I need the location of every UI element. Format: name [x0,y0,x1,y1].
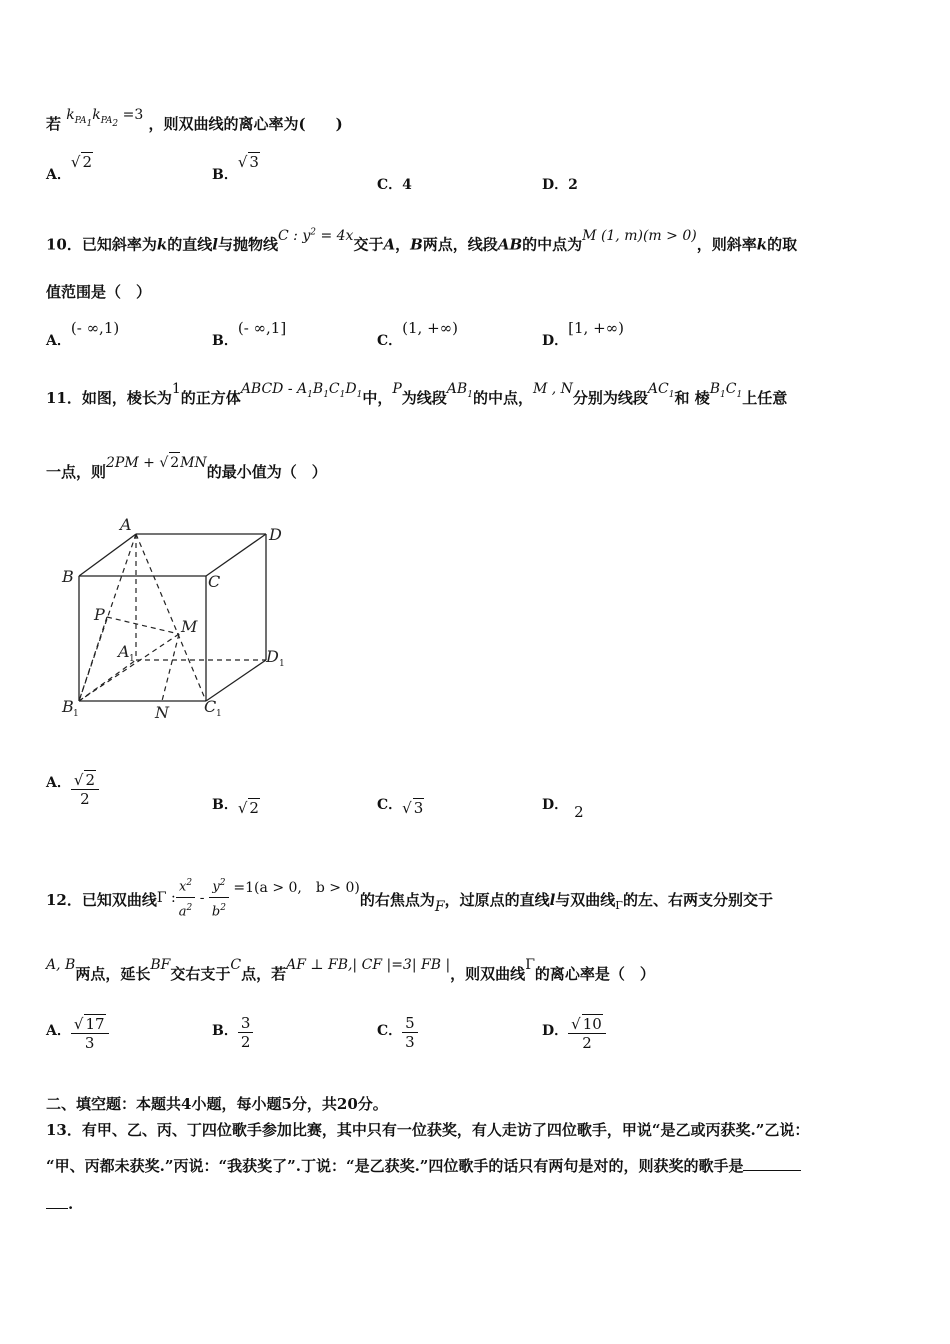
q11-stem-line1: 11．如图，棱长为1的正方体ABCD - $A_1B_1C_1D_1$中，P为线段$AB_1$的中点，M , N分别为线段$AC_1$和 棱$B_1C_1$上任意 [46,381,788,407]
q13-line1: 13．有甲、乙、丙、丁四位歌手参加比赛，其中只有一位获奖，有人走访了四位歌手，甲说“是乙或丙获奖.”乙说： [46,1121,810,1139]
label-b1: B [62,697,74,716]
q11-option-b: B．√ 2 [212,797,259,817]
q13-line2: “甲、丙都未获奖.”丙说：“我获奖了”.丁说：“是乙获奖.”四位歌手的话只有两句是对的，则获奖的歌手是 [46,1156,801,1176]
q11-option-d: D． 2 [542,797,584,821]
label-d: D [269,525,282,544]
q12-stem-line1: 12．已知双曲线Γ : $\frac{x^2}{a^2}$ - $\frac{y^2}{b^2}$ =1(a > 0, b > 0)的右焦点为F，过原点的直线l与双曲线$_\Gamma$的左、右两支分别交于 [46,876,773,926]
svg-text:1: 1 [279,659,285,669]
q10-stem-line1: 10．已知斜率为k的直线l与抛物线C : $y^2 = 4x$交于A，B两点，线段AB的中点为M (1, m)(m > 0)，则斜率k的取 [46,227,798,254]
svg-text:1: 1 [129,654,135,664]
q9-option-b: B．√ 3 [212,153,259,183]
q12-condition: AF ⊥ FB,| CF |=3| FB | [286,957,451,973]
label-c1: C [204,697,217,716]
q11-cube: ABCD - $A_1B_1C_1D_1$ [240,381,363,400]
q10-option-b: B．(- ∞,1] [212,319,287,349]
q10-option-d: D．[1, +∞) [542,319,624,349]
answer-blank[interactable] [743,1170,801,1171]
q11-stem-line2: 一点，则2PM + √ 2MN的最小值为（ ） [46,462,327,483]
q12-stem-line2: A, B两点，延长BF交右支于C点，若AF ⊥ FB,| CF |=3| FB |，则双曲线Γ的离心率是（ ） [46,957,655,983]
q9-option-d: D．2 [542,177,578,193]
q9-option-c: C．4 [377,177,412,193]
q10-option-a: A．(- ∞,1) [46,319,120,349]
q11-option-a: A． $\frac{√ 2}{2}$ [46,770,99,808]
q10-option-c: C．(1, +∞) [377,319,459,349]
q10-stem-line2: 值范围是（ ） [46,283,152,301]
q12-option-b: B． $\frac{3}{2}$ [212,1014,253,1051]
cube-figure [54,512,314,727]
label-p: P [94,605,105,624]
q10-midpoint: M (1, m)(m > 0) [582,227,697,244]
q11-option-c: C．√ 3 [377,797,424,817]
label-c: C [208,572,221,591]
section-heading: 二、填空题：本题共4小题，每小题5分，共20分。 [46,1095,388,1113]
svg-text:1: 1 [73,709,79,719]
q12-option-a: A． $\frac{√ 17}{3}$ [46,1014,109,1052]
q9-formula: $k_{PA_1}k_{PA_2} =3$ [66,107,144,129]
q12-option-d: D． $\frac{√ 10}{2}$ [542,1014,606,1052]
label-a1: A [118,642,130,661]
q10-curve: C : $y^2 = 4x$ [278,227,354,244]
svg-text:1: 1 [216,709,222,719]
q9-option-a: A．√ 2 [46,153,92,183]
q11-expression: 2PM + √ 2MN [106,455,207,471]
label-b: B [62,567,74,586]
label-a: A [120,515,132,534]
label-n: N [155,703,169,722]
q13-line3: . [46,1194,73,1214]
q12-hyperbola: Γ : $\frac{x^2}{a^2}$ - $\frac{y^2}{b^2}$ =1(a > 0, b > 0) [157,890,360,906]
q12-option-c: C． $\frac{5}{3}$ [377,1014,418,1051]
label-d1: D [266,647,279,666]
label-m: M [181,617,198,636]
q9-stem: 若 $k_{PA_1}k_{PA_2} =3$ ，则双曲线的离心率为( ) [46,107,343,133]
